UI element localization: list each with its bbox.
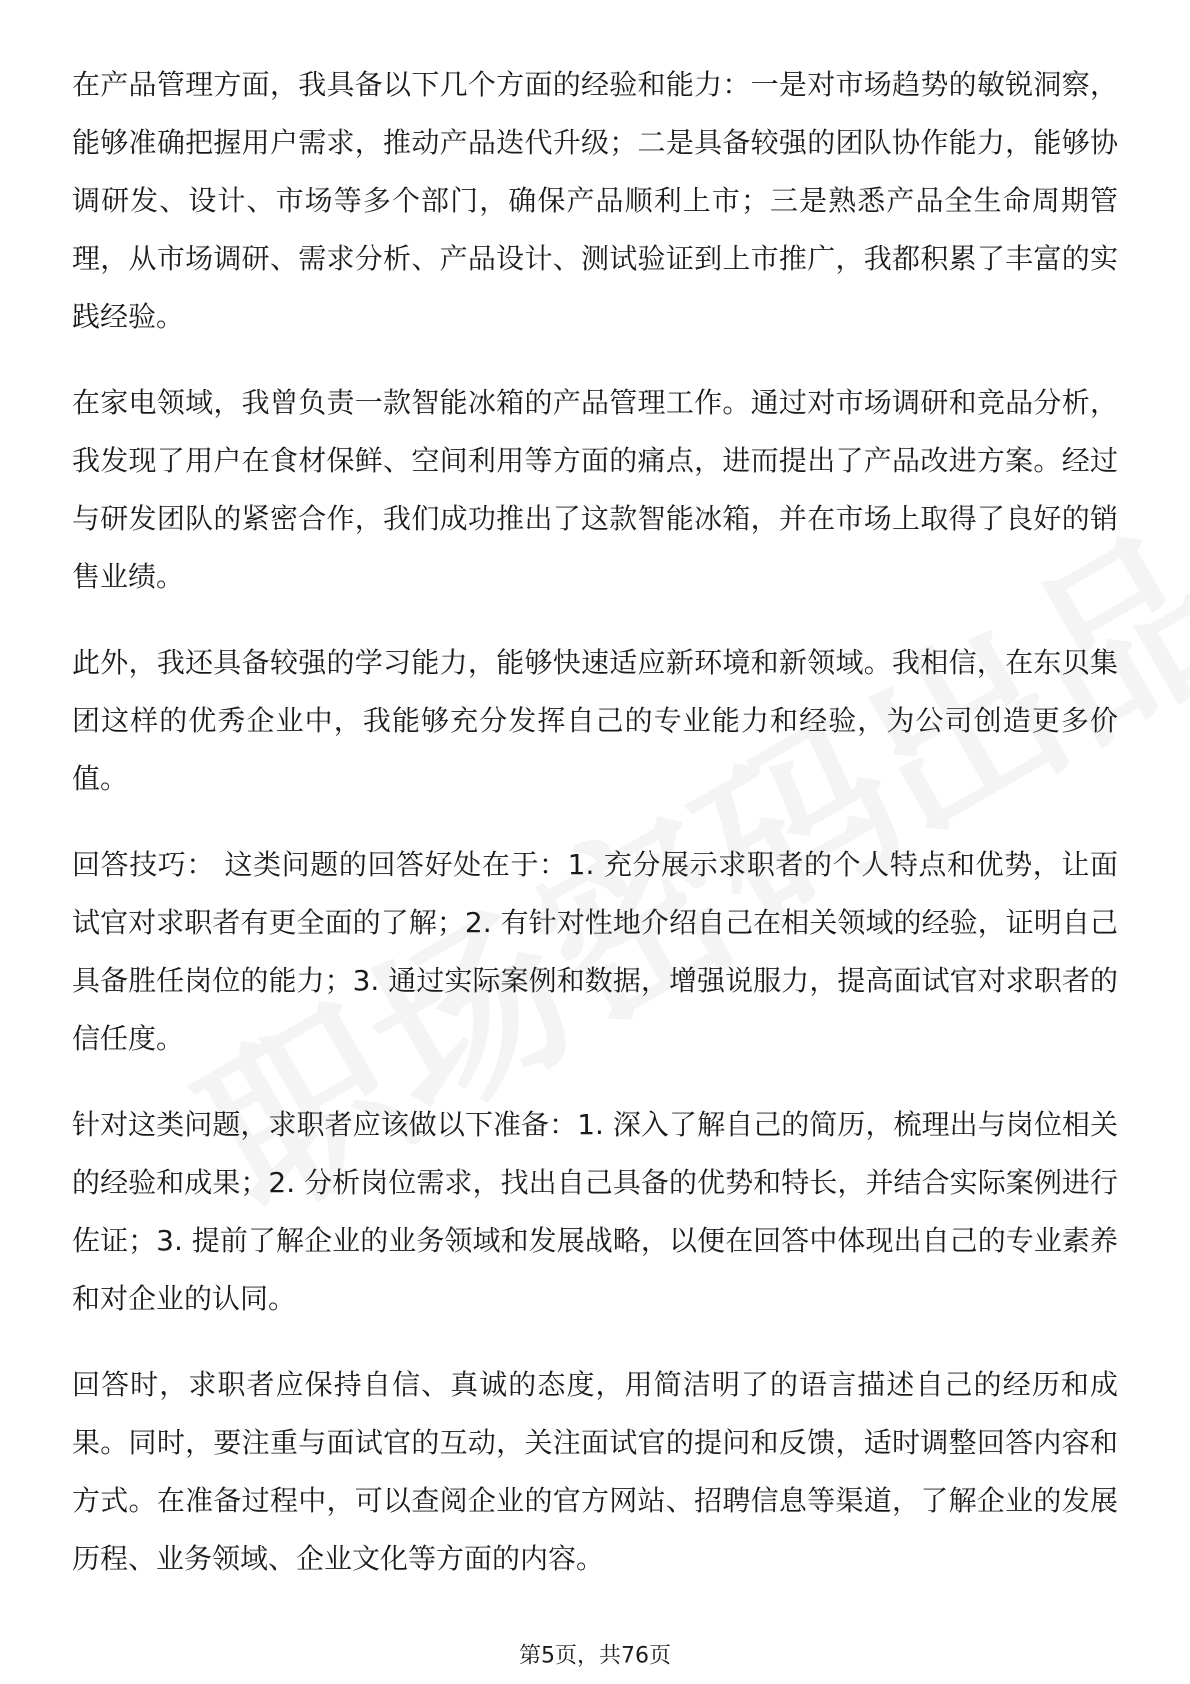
paragraph-answer-attitude: 回答时，求职者应保持自信、真诚的态度，用简洁明了的语言描述自己的经历和成果。同时，要注重与面试官的互动，关注面试官的提问和反馈，适时调整回答内容和方式。在准备过程中，可以查阅企业的官方网站、招聘信息等渠道，了解企业的发展历程、业务领域、企业文化等方面的内容。 (72, 1368, 1118, 1575)
page-number: 第5页，共76页 (519, 1643, 671, 1669)
paragraph-appliance-experience: 在家电领域，我曾负责一款智能冰箱的产品管理工作。通过对市场调研和竞品分析，我发现了用户在食材保鲜、空间利用等方面的痛点，进而提出了产品改进方案。经过与研发团队的紧密合作，我们成功推出了这款智能冰箱，并在市场上取得了良好的销售业绩。 (72, 386, 1118, 593)
paragraph-learning-ability: 此外，我还具备较强的学习能力，能够快速适应新环境和新领域。我相信，在东贝集团这样的优秀企业中，我能够充分发挥自己的专业能力和经验，为公司创造更多价值。 (72, 646, 1118, 795)
document-body (72, 56, 1118, 1616)
paragraph-product-management: 在产品管理方面，我具备以下几个方面的经验和能力：一是对市场趋势的敏锐洞察，能够准确把握用户需求，推动产品迭代升级；二是具备较强的团队协作能力，能够协调研发、设计、市场等多个部门，确保产品顺利上市；三是熟悉产品全生命周期管理，从市场调研、需求分析、产品设计、测试验证到上市推广，我都积累了丰富的实践经验。 (72, 68, 1118, 333)
paragraph-answer-tips: 回答技巧： 这类问题的回答好处在于：1. 充分展示求职者的个人特点和优势，让面试官对求职者有更全面的了解；2. 有针对性地介绍自己在相关领域的经验，证明自己具备胜任岗位的能力；3. 通过实际案例和数据，增强说服力，提高面试官对求职者的信任度。 (72, 848, 1118, 1055)
paragraph-preparation: 针对这类问题，求职者应该做以下准备：1. 深入了解自己的简历，梳理出与岗位相关的经验和成果；2. 分析岗位需求，找出自己具备的优势和特长，并结合实际案例进行佐证；3. 提前了解企业的业务领域和发展战略，以便在回答中体现出自己的专业素养和对企业的认同。 (72, 1108, 1118, 1315)
